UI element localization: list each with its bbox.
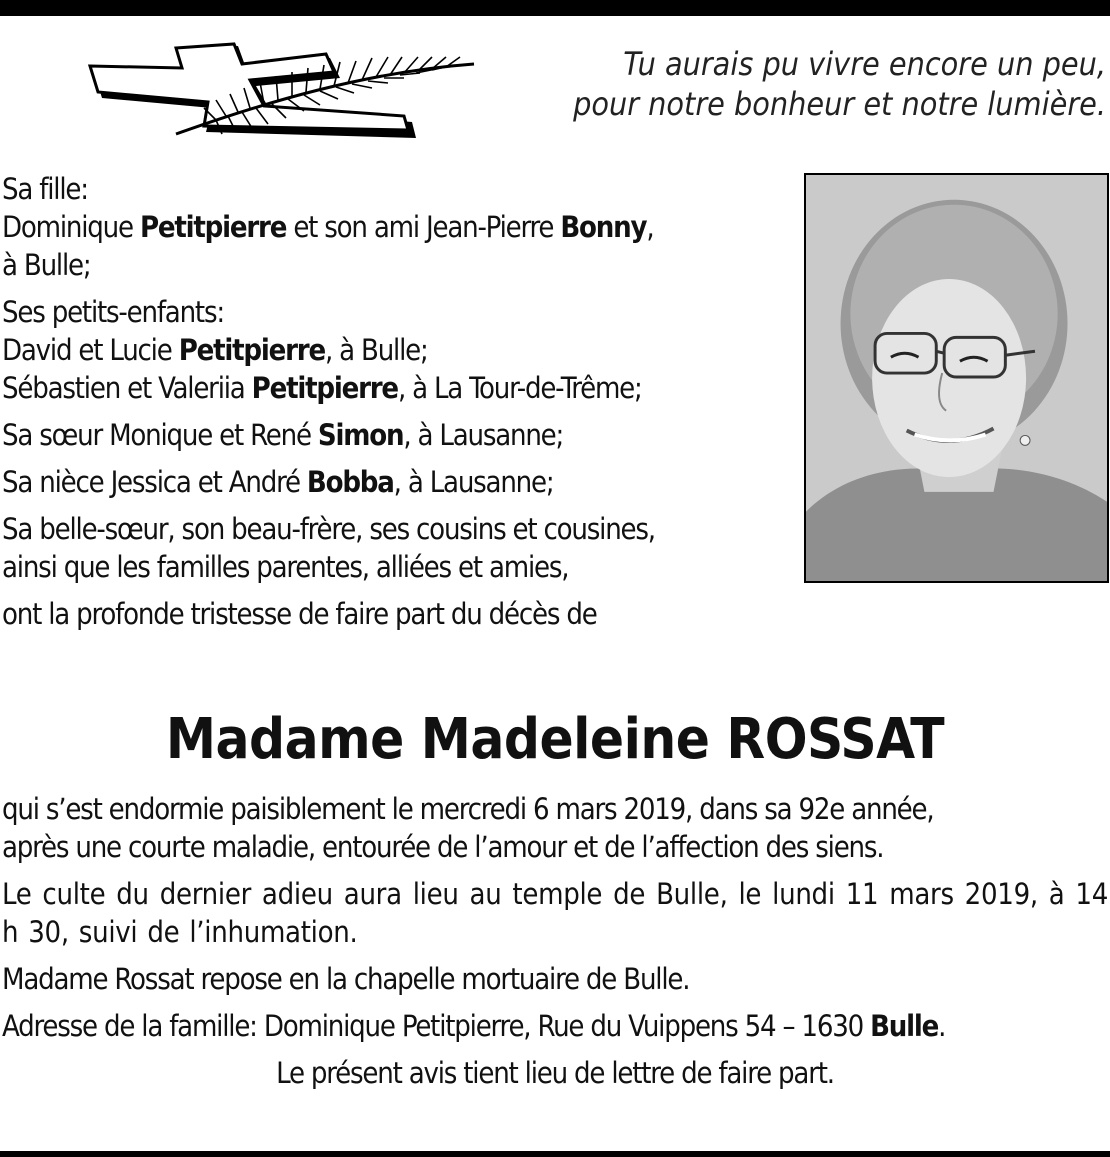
text-run: . xyxy=(938,1009,946,1043)
epigraph-line-2: pour notre bonheur et notre lumière. xyxy=(573,85,1106,123)
text-run: Sa sœur Monique et René xyxy=(2,418,318,452)
deceased-name: Madame Madeleine ROSSAT xyxy=(165,707,945,772)
portrait-photo xyxy=(804,173,1109,583)
text-run: Adresse de la famille: Dominique Petitpierre, Rue du Vuippens 54 – 1630 xyxy=(2,1009,871,1043)
bottom-rule xyxy=(0,1151,1110,1157)
others-line-1: Sa belle-sœur, son beau-frère, ses cousins et cousines, xyxy=(2,512,655,546)
death-line-2: après une courte maladie, entourée de l’amour et de l’affection des siens. xyxy=(2,830,884,864)
surname: Petitpierre xyxy=(251,371,398,405)
address-paragraph xyxy=(2,1007,1108,1045)
others-line-2: ainsi que les familles parentes, alliées et amies, xyxy=(2,550,569,584)
sister-entry xyxy=(2,416,802,454)
surname: Bobba xyxy=(306,465,394,499)
surname: Bonny xyxy=(560,210,647,244)
family-list xyxy=(2,170,802,642)
address-city: Bulle xyxy=(870,1009,939,1043)
text-run: Sa nièce Jessica et André xyxy=(2,465,307,499)
closing-line: Le présent avis tient lieu de lettre de faire part. xyxy=(276,1056,834,1090)
death-paragraph xyxy=(2,790,1108,866)
announcement: ont la profonde tristesse de faire part du décès de xyxy=(2,597,597,631)
daughter-heading: Sa fille: xyxy=(2,172,88,206)
text-run: , à Lausanne; xyxy=(393,465,554,499)
text-run: Sébastien et Valeriia xyxy=(2,371,252,405)
epigraph xyxy=(486,44,1106,124)
text-run: , à Lausanne; xyxy=(403,418,564,452)
daughter-place: à Bulle; xyxy=(2,248,91,282)
niece-entry xyxy=(2,463,802,501)
surname: Simon xyxy=(317,418,404,452)
text-run: , à La Tour-de-Trême; xyxy=(397,371,642,405)
notice-body xyxy=(2,790,1108,1101)
text-run: , à Bulle; xyxy=(324,333,428,367)
grandchild-line xyxy=(2,369,802,407)
ceremony-paragraph: Le culte du dernier adieu aura lieu au temple de Bulle, le lundi 11 mars 2019, à 14 h 30, suivi de l’inhumation. xyxy=(2,877,1108,949)
death-line-1: qui s’est endormie paisiblement le mercredi 6 mars 2019, dans sa 92e année, xyxy=(2,792,934,826)
surname: Petitpierre xyxy=(178,333,325,367)
text-run: Dominique xyxy=(2,210,140,244)
top-rule xyxy=(0,0,1110,16)
others-entry xyxy=(2,510,802,586)
surname: Petitpierre xyxy=(139,210,287,244)
text-run: , xyxy=(646,210,654,244)
epigraph-line-1: Tu aurais pu vivre encore un peu, xyxy=(623,45,1106,83)
rest-paragraph: Madame Rossat repose en la chapelle mortuaire de Bulle. xyxy=(2,962,690,996)
grandchildren-entry xyxy=(2,293,802,407)
daughter-entry xyxy=(2,170,802,284)
text-run: David et Lucie xyxy=(2,333,179,367)
cross-with-palm-icon xyxy=(86,42,478,144)
grandchildren-heading: Ses petits-enfants: xyxy=(2,295,224,329)
text-run: et son ami Jean-Pierre xyxy=(286,210,561,244)
grandchild-line xyxy=(2,331,802,369)
daughter-line xyxy=(2,208,802,246)
